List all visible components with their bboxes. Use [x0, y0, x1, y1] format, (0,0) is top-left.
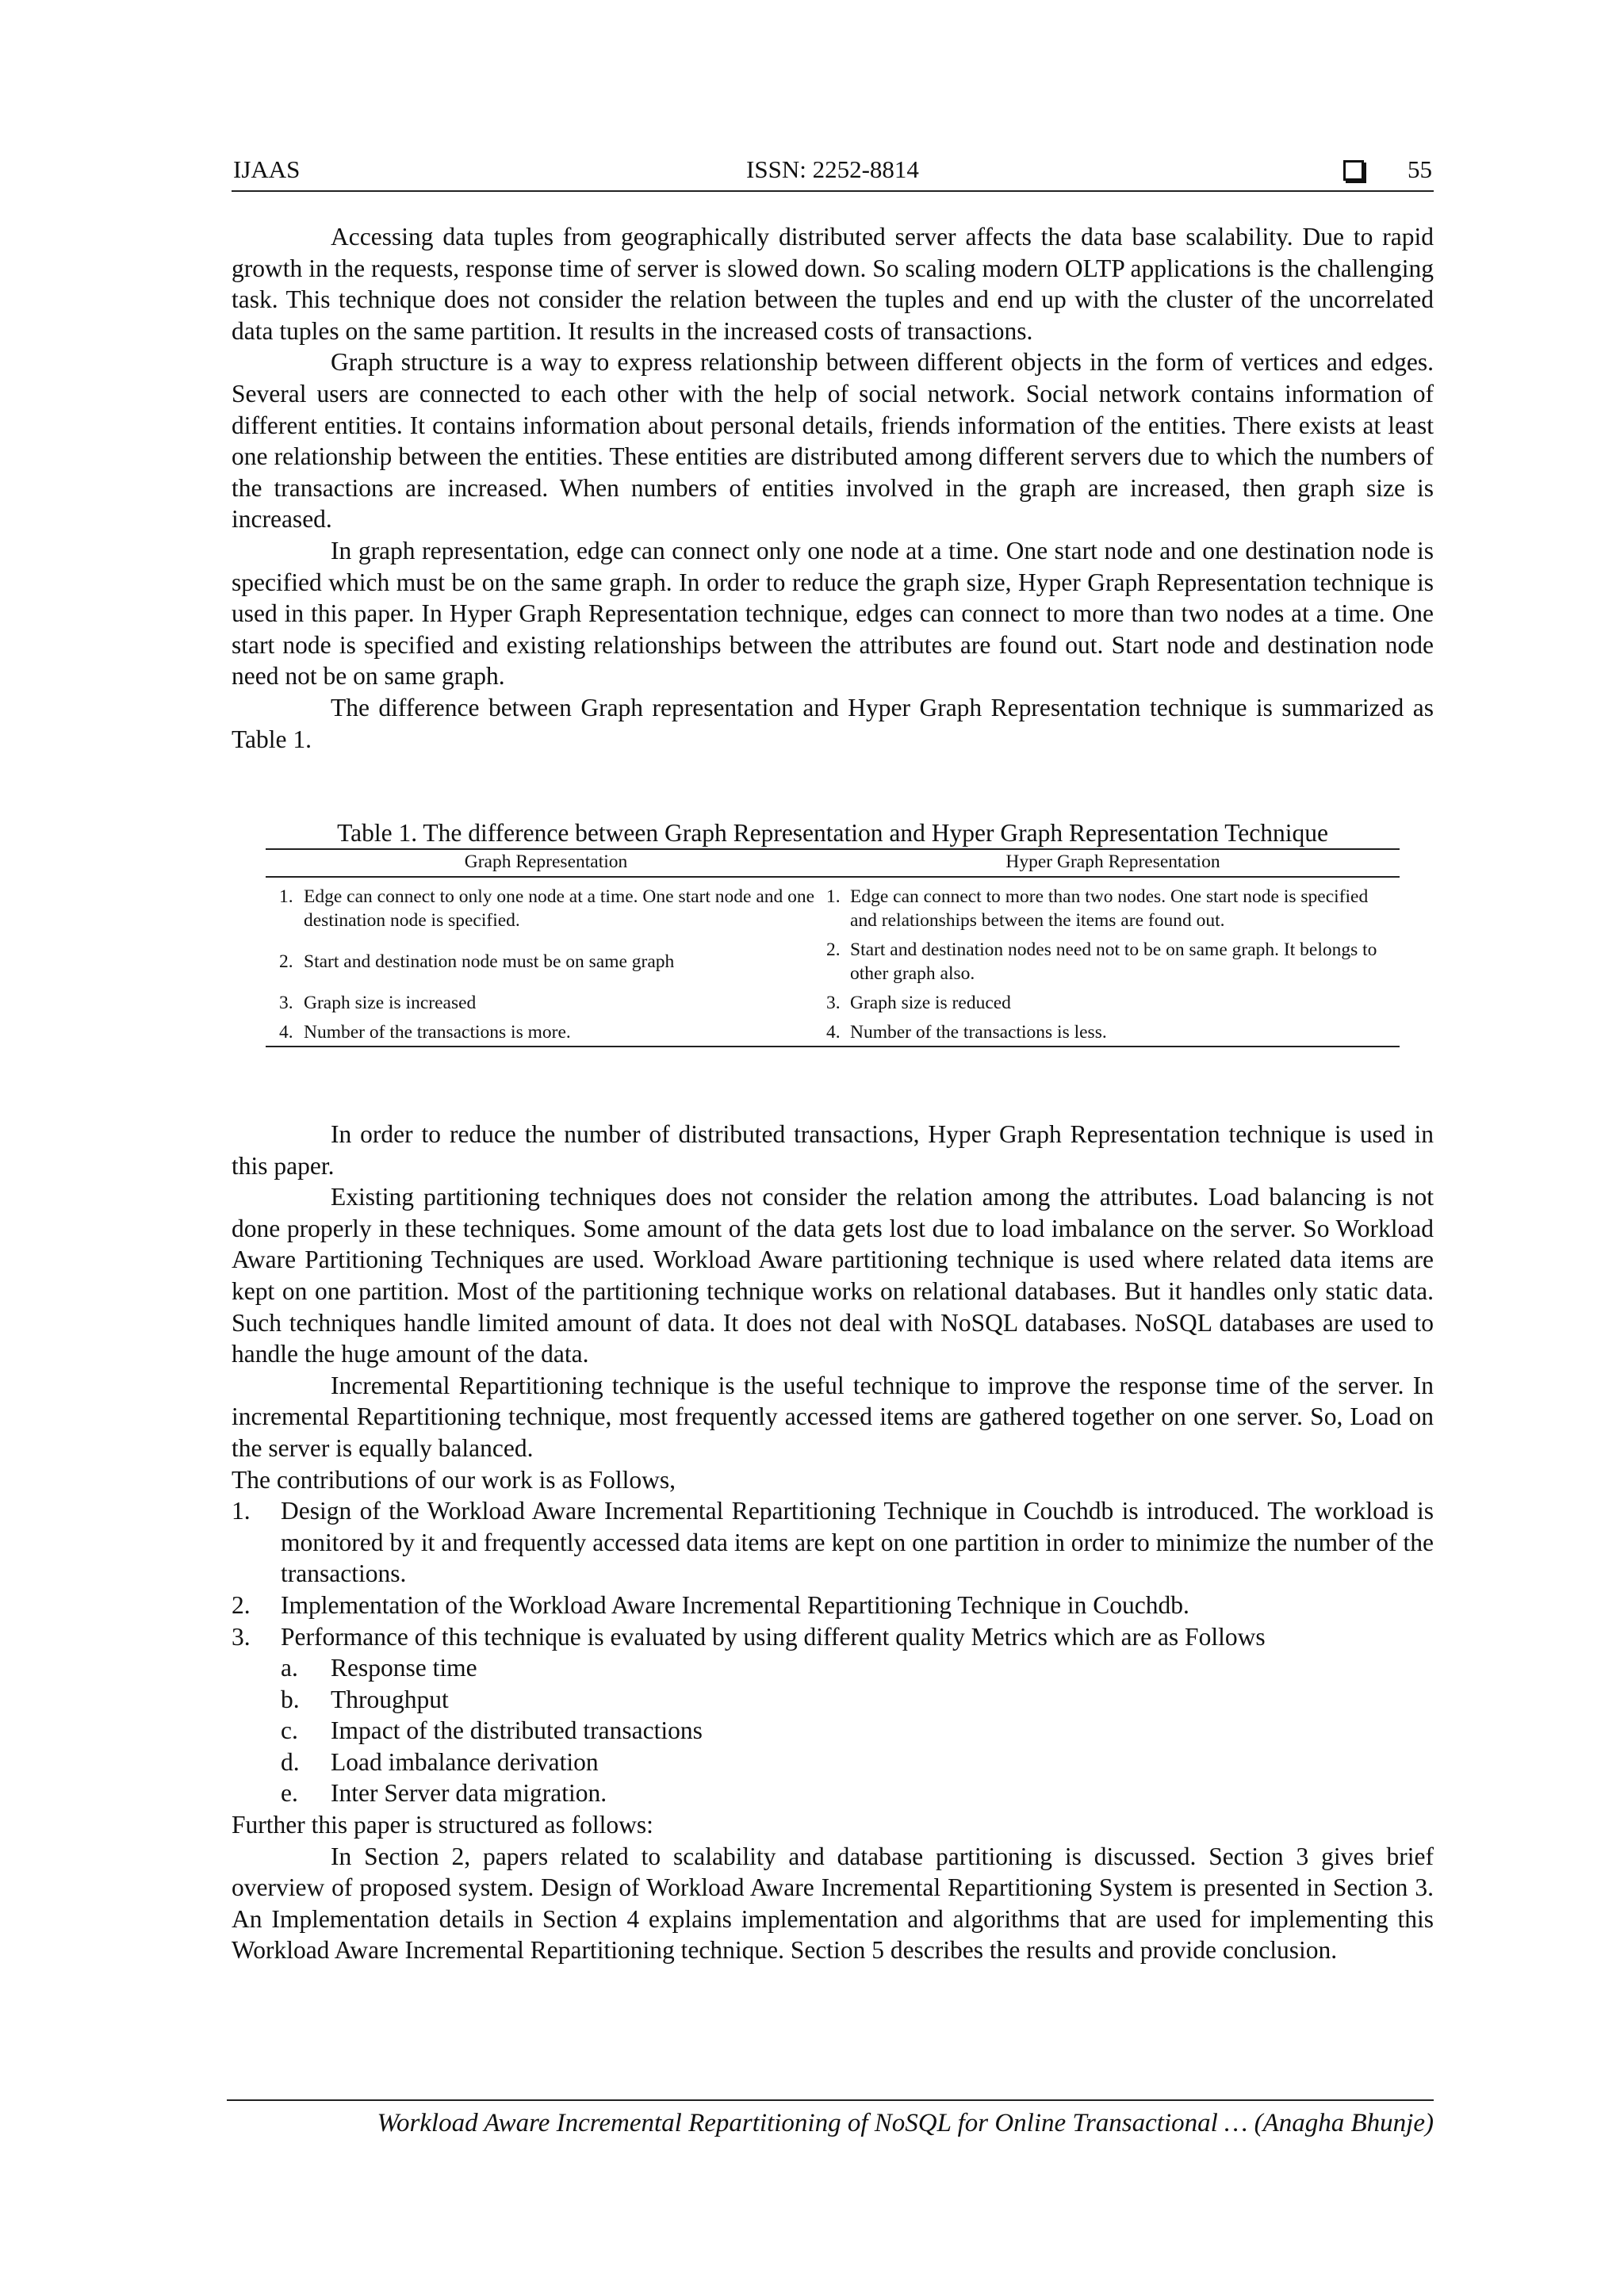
table-row — [266, 877, 1400, 936]
table-caption: Table 1. The difference between Graph Representation and Hyper Graph Representation Technique — [337, 819, 1328, 847]
list-item: 1. Design of the Workload Aware Incremental Repartitioning Technique in Couchdb is introduced. The workload is monitored by it and frequently accessed data items are kept on one partition in order to minimize the number of the transactions. — [232, 1497, 1434, 1588]
table-cell: 4. Number of the transactions is more. — [279, 1021, 571, 1043]
paragraph: Incremental Repartitioning technique is the useful technique to improve the response time of the server. In incremental Repartitioning technique, most frequently accessed items are gathered together on one server. So, Load on the server is equally balanced. — [232, 1371, 1434, 1462]
table-cell: 1. Edge can connect to only one node at a time. One start node and one destination node is specified. — [279, 886, 815, 932]
paragraph: Graph structure is a way to express relationship between different objects in the form of vertices and edges. Several users are connected to each other with the help of social network. Social network contains information of different entities. It contains information about personal details, friends information of the entities. There exists at least one relationship between the entities. These entities are distributed among different servers due to which the numbers of the transactions are increased. When numbers of entities involved in the graph are increased, then graph size is increased. — [232, 348, 1434, 534]
list-item: a. Response time — [281, 1654, 477, 1682]
list-item: 3. Performance of this technique is evaluated by using different quality Metrics which are as Follows — [232, 1622, 1266, 1651]
table-cell: 1. Edge can connect to more than two nodes. One start node is specified and relationships between the items are found out. — [826, 886, 1369, 932]
paragraph: Accessing data tuples from geographically distributed server affects the data base scalability. Due to rapid growth in the requests, response time of server is slowed down. So scaling modern OLTP applications is the challenging task. This technique does not consider the relation between the tuples and end up with the cluster of the uncorrelated data tuples on the same partition. It results in the increased costs of transactions. — [232, 223, 1434, 345]
metrics-list — [232, 1652, 1434, 1809]
list-item: 2. Implementation of the Workload Aware Incremental Repartitioning Technique in Couchdb. — [232, 1590, 1189, 1619]
table-row — [266, 936, 1400, 989]
table-cell: 4. Number of the transactions is less. — [826, 1021, 1107, 1043]
table-cell: 3. Graph size is increased — [279, 992, 477, 1013]
square-bullet-icon — [1343, 160, 1364, 181]
table-header-hypergraph: Hyper Graph Representation — [826, 849, 1400, 877]
table-cell: 2. Start and destination nodes need not to be on same graph. It belongs to other graph also. — [826, 939, 1377, 985]
contributions-list — [232, 1495, 1434, 1652]
table-row — [266, 989, 1400, 1018]
structure-intro: Further this paper is structured as follows: — [232, 1811, 653, 1839]
body-text-bottom — [232, 1119, 1434, 1966]
journal-name: IJAAS — [233, 155, 301, 183]
contributions-intro: The contributions of our work is as Follows, — [232, 1465, 676, 1494]
paragraph: Existing partitioning techniques does not consider the relation among the attributes. Load balancing is not done properly in these techniques. Some amount of the data gets lost due to load imbalance on the server. So Workload Aware Partitioning Techniques are used. Workload Aware partitioning technique is used where related data items are kept on one partition. Most of the partitioning technique works on relational databases. But it handles only static data. Such techniques handle limited amount of data. It does not deal with NoSQL databases. NoSQL databases are used to handle the huge amount of the data. — [232, 1183, 1434, 1368]
body-text-top — [232, 221, 1434, 755]
table-header-graph: Graph Representation — [266, 849, 826, 877]
paragraph: The difference between Graph representation and Hyper Graph Representation technique is summarized as Table 1. — [232, 693, 1434, 753]
table-cell: 2. Start and destination node must be on same graph — [279, 951, 675, 973]
page-number: 55 — [1408, 155, 1432, 183]
table-row — [266, 1018, 1400, 1047]
paragraph: In order to reduce the number of distributed transactions, Hyper Graph Representation technique is used in this paper. — [232, 1120, 1434, 1180]
paragraph: In Section 2, papers related to scalability and database partitioning is discussed. Section 3 gives brief overview of proposed system. Design of Workload Aware Incremental Repartitioning System is presented in Section 3. An Implementation details in Section 4 explains implementation and algorithms that are used for implementing this Workload Aware Incremental Repartitioning technique. Section 5 describes the results and provide conclusion. — [232, 1842, 1434, 1965]
list-item: d. Load imbalance derivation — [281, 1747, 599, 1776]
table-cell: 3. Graph size is reduced — [826, 992, 1011, 1013]
comparison-table — [266, 848, 1400, 1047]
list-item: b. Throughput — [281, 1685, 449, 1713]
list-item: c. Impact of the distributed transactions — [281, 1716, 703, 1745]
running-header — [232, 155, 1434, 192]
list-item: e. Inter Server data migration. — [281, 1779, 607, 1808]
paragraph: In graph representation, edge can connect only one node at a time. One start node and one destination node is specified which must be on the same graph. In order to reduce the graph size, Hyper Graph Representation technique is used in this paper. In Hyper Graph Representation technique, edges can connect to more than two nodes at a time. One start node is specified and existing relationships between the attributes are found out. Start node and destination node need not be on same graph. — [232, 536, 1434, 691]
running-footer: Workload Aware Incremental Repartitioning of NoSQL for Online Transactional … (Anagha Bhunje) — [227, 2099, 1434, 2138]
issn: ISSN: 2252-8814 — [746, 155, 919, 183]
